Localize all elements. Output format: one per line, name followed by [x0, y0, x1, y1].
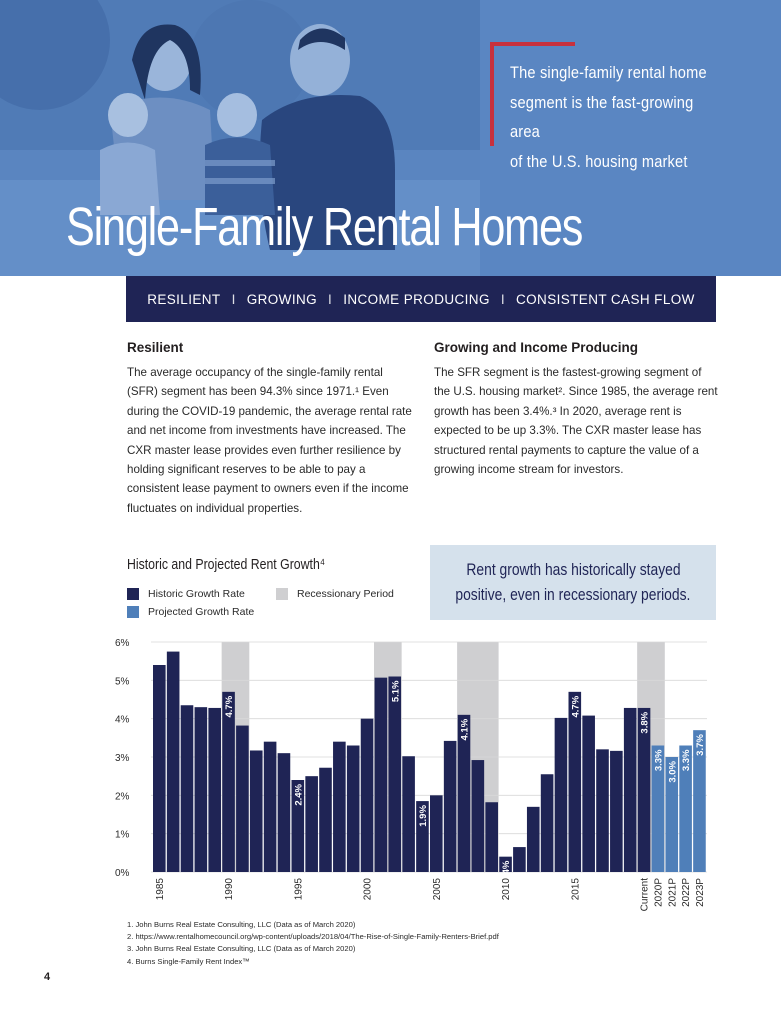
y-tick-label: 3% [115, 753, 130, 764]
historic-bar [375, 678, 388, 872]
historic-bar [195, 707, 208, 872]
tagline-bar [126, 276, 716, 322]
growing-section [434, 340, 719, 479]
resilient-section [127, 340, 412, 518]
historic-bar [167, 652, 180, 872]
callout-line: Rent growth has historically stayed [465, 560, 681, 579]
x-tick-label: 1995 [293, 878, 305, 901]
section-heading: Growing and Income Producing [434, 340, 639, 355]
historic-bar [305, 776, 318, 872]
x-tick-label: 2021P [667, 878, 679, 907]
x-tick-label: 2010 [501, 878, 513, 901]
y-tick-label: 2% [115, 791, 130, 803]
tagline-separator: I [231, 291, 236, 307]
historic-bar [582, 716, 595, 872]
footnote: 2. https://www.rentalhomecouncil.org/wp-content/uploads/2018/04/The-Rise-of-Single-Family-Renters-Brief.pdf [127, 932, 499, 942]
legend-swatch [276, 588, 288, 600]
footnote: 4. Burns Single-Family Rent Index™ [127, 956, 250, 966]
hero-banner [0, 0, 781, 276]
rent-growth-chart [115, 630, 715, 912]
historic-bar [264, 742, 277, 872]
legend-label: Historic Growth Rate [148, 588, 245, 600]
callout-box [430, 545, 716, 620]
data-label: 3.8% [639, 711, 651, 734]
historic-bar [596, 749, 609, 872]
x-tick-label: 2015 [570, 878, 582, 901]
data-label: 4.1% [459, 718, 471, 741]
section-heading: Resilient [127, 340, 184, 355]
historic-bar [222, 692, 235, 872]
data-label: 0.4% [501, 860, 513, 883]
data-label: 3.0% [667, 761, 679, 783]
data-label: 1.9% [417, 805, 429, 827]
accent-line-vertical [490, 42, 494, 146]
legend-swatch [127, 588, 139, 600]
tagline-separator: I [500, 291, 505, 307]
tagline-separator: I [328, 291, 333, 307]
y-tick-label: 4% [115, 714, 130, 726]
legend-recession [276, 588, 394, 600]
historic-bar [541, 774, 554, 872]
section-body: The average occupancy of the single-family rental (SFR) segment has been 94.3% since 1971.¹ Even during the COVID-19 pandemic, the average rental rate and net income from investments have increased. The CXR master lease provides even further resilience by holding significant reserves to be able to pay a consistent lease payment to owners even if the income fluctuates on individual properties. [127, 366, 412, 515]
historic-bar [347, 746, 360, 873]
y-tick-label: 6% [115, 638, 130, 649]
data-label: 2.4% [293, 784, 305, 806]
historic-bar [236, 726, 249, 872]
historic-bar [333, 742, 346, 872]
historic-bar [402, 756, 415, 872]
legend-label: Recessionary Period [297, 588, 394, 600]
historic-bar [444, 741, 457, 872]
data-label: 3.3% [681, 749, 693, 772]
historic-bar [569, 692, 582, 872]
y-tick-label: 5% [115, 676, 130, 688]
x-tick-label: 2023P [694, 878, 706, 907]
x-tick-label: 2000 [362, 878, 374, 901]
data-label: 3.3% [653, 749, 665, 772]
legend-projected [127, 606, 254, 618]
y-tick-label: 1% [115, 829, 130, 841]
x-tick-label: 2022P [681, 878, 693, 907]
historic-bar [624, 708, 637, 872]
hero-quote-line: The single-family rental home [510, 63, 707, 82]
page-number: 4 [44, 971, 51, 983]
accent-line-horizontal [490, 42, 575, 46]
historic-bar [513, 847, 526, 872]
hero-quote [510, 58, 716, 176]
historic-bar [555, 718, 568, 872]
tagline-item: GROWING [246, 291, 318, 307]
hero-quote-line: of the U.S. housing market [510, 151, 688, 171]
footnotes [127, 919, 499, 968]
historic-bar [278, 753, 291, 872]
historic-bar [250, 750, 263, 872]
data-label: 3.7% [694, 734, 706, 756]
historic-bar [472, 760, 485, 872]
historic-bar [430, 795, 443, 872]
tagline-item: RESILIENT [147, 291, 221, 307]
historic-bar [485, 802, 498, 872]
legend-label: Projected Growth Rate [148, 606, 255, 618]
historic-bar [181, 705, 194, 872]
page-title: Single-Family Rental Homes [66, 197, 583, 257]
legend-swatch [127, 606, 139, 618]
chart-title: Historic and Projected Rent Growth⁴ [127, 556, 326, 573]
callout-line: positive, even in recessionary periods. [455, 585, 691, 604]
data-label: 4.7% [570, 695, 582, 718]
historic-bar [388, 677, 401, 873]
data-label: 4.7% [224, 695, 236, 718]
section-body: The SFR segment is the fastest-growing segment of the U.S. housing market². Since 1985, the average rent growth has been 3.4%.³ In 2020, average rent is expected to be up 3.3%. The CXR master lease has structured rental payments to capture the value of a growing income stream for investors. [434, 366, 718, 477]
tagline-item: INCOME PRODUCING [343, 291, 490, 307]
historic-bar [527, 807, 540, 872]
hero-quote-line: segment is the fast-growing area [510, 92, 694, 141]
historic-bar [208, 708, 221, 872]
footnote: 3. John Burns Real Estate Consulting, LLC (Data as of March 2020) [127, 944, 356, 954]
footnote: 1. John Burns Real Estate Consulting, LLC (Data as of March 2020) [127, 920, 356, 929]
historic-bar [319, 768, 332, 872]
legend-historic [127, 588, 245, 600]
x-tick-label: Current [639, 878, 651, 912]
tagline-item: CONSISTENT CASH FLOW [516, 291, 695, 307]
y-tick-label: 0% [115, 868, 130, 879]
x-tick-label: 1985 [154, 878, 166, 901]
x-tick-label: 2020P [653, 878, 665, 907]
x-tick-label: 1990 [224, 878, 236, 901]
historic-bar [610, 751, 623, 872]
historic-bar [153, 665, 166, 872]
historic-bar [361, 719, 374, 872]
x-tick-label: 2005 [431, 878, 443, 901]
data-label: 5.1% [390, 680, 402, 703]
